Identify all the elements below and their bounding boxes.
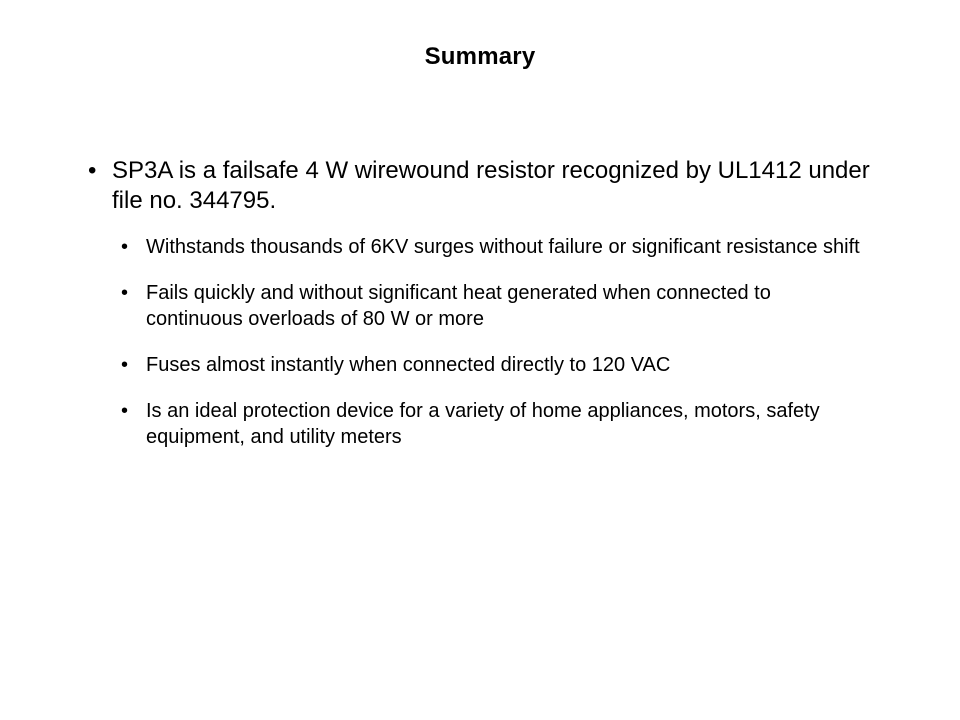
slide-title: Summary — [424, 43, 536, 70]
sub-bullet-point — [121, 398, 866, 450]
bullet-icon: • — [121, 236, 129, 258]
sub-bullet-list — [88, 234, 888, 450]
sub-point-text: Is an ideal protection device for a variety of home appliances, motors, safety equipment, and utility meters — [146, 400, 820, 448]
sub-point-text: Withstands thousands of 6KV surges without failure or significant resistance shift — [146, 236, 860, 258]
sub-bullet-point — [121, 234, 866, 260]
sub-point-text: Fuses almost instantly when connected directly to 120 VAC — [146, 354, 671, 376]
slide-content — [88, 156, 888, 470]
main-point-text: SP3A is a failsafe 4 W wirewound resistor recognized by UL1412 under file no. 344795. — [112, 157, 870, 214]
sub-bullet-point — [121, 352, 866, 378]
sub-point-text: Fails quickly and without significant heat generated when connected to continuous overloads of 80 W or more — [146, 282, 771, 330]
bullet-icon: • — [88, 157, 97, 184]
main-bullet-point — [88, 156, 888, 216]
sub-bullet-point — [121, 280, 866, 332]
bullet-icon: • — [121, 400, 129, 422]
bullet-icon: • — [121, 354, 129, 376]
bullet-icon: • — [121, 282, 129, 304]
